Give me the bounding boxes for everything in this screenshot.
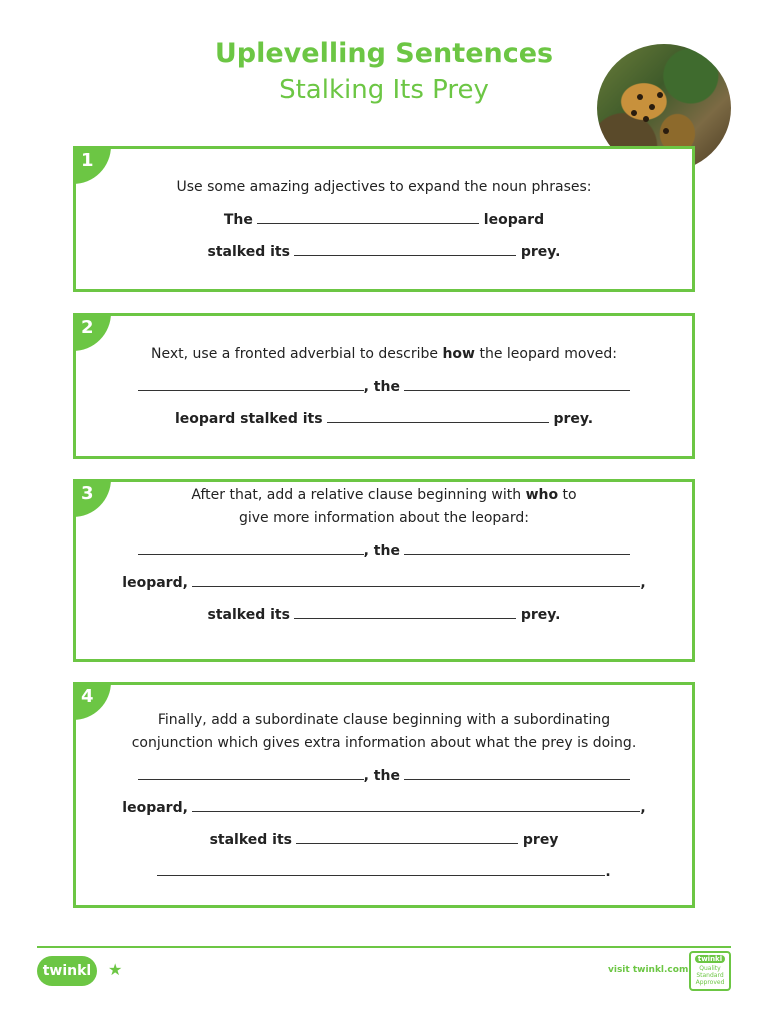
answer-blank[interactable] <box>404 378 630 391</box>
section-3-instruction: After that, add a relative clause beginning with who to <box>191 487 577 503</box>
section-number-badge: 4 <box>73 682 111 720</box>
section-number-badge: 3 <box>73 479 111 517</box>
section-number-badge: 2 <box>73 313 111 351</box>
sentence-word: , <box>640 575 646 591</box>
sentence-word: stalked its <box>207 244 290 260</box>
section-3-panel <box>73 479 695 662</box>
page-title: Uplevelling Sentences <box>214 38 554 69</box>
answer-blank[interactable] <box>192 799 640 812</box>
answer-blank[interactable] <box>296 831 518 844</box>
section-3-instruction-line2: give more information about the leopard: <box>238 510 529 526</box>
quality-badge-icon: twinkl Quality Standard Approved <box>689 951 731 991</box>
answer-blank[interactable] <box>404 767 630 780</box>
answer-blank[interactable] <box>257 211 479 224</box>
sentence-word: , the <box>363 543 400 559</box>
answer-blank[interactable] <box>157 863 605 876</box>
sentence-word: leopard stalked its <box>174 411 323 427</box>
sentence-word: , the <box>363 379 400 395</box>
section-1-instruction: Use some amazing adjectives to expand the noun phrases: <box>176 179 592 195</box>
sentence-word: stalked its <box>209 832 292 848</box>
answer-blank[interactable] <box>138 542 364 555</box>
sentence-word: prey <box>522 832 559 848</box>
twinkl-logo[interactable]: twinkl <box>37 956 97 986</box>
answer-blank[interactable] <box>327 410 549 423</box>
sentence-word: prey. <box>520 244 561 260</box>
section-4-panel <box>73 682 695 908</box>
answer-blank[interactable] <box>294 606 516 619</box>
answer-blank[interactable] <box>192 574 640 587</box>
sentence-word: leopard <box>483 212 545 228</box>
answer-blank[interactable] <box>404 542 630 555</box>
sentence-word: The <box>223 212 253 228</box>
section-number-badge: 1 <box>73 146 111 184</box>
sentence-word: prey. <box>553 411 594 427</box>
sentence-word: , the <box>363 768 400 784</box>
star-icon: ★ <box>108 960 123 979</box>
page-subtitle: Stalking Its Prey <box>279 75 489 105</box>
sentence-word: stalked its <box>207 607 290 623</box>
footer-divider <box>37 946 731 948</box>
section-1-panel <box>73 146 695 292</box>
answer-blank[interactable] <box>138 378 364 391</box>
section-4-instruction: Finally, add a subordinate clause beginning with a subordinating <box>157 712 611 728</box>
section-2-panel <box>73 313 695 459</box>
section-2-instruction: Next, use a fronted adverbial to describe how the leopard moved: <box>151 346 617 362</box>
visit-link[interactable]: visit twinkl.com <box>608 965 689 975</box>
answer-blank[interactable] <box>138 767 364 780</box>
sentence-word: leopard, <box>122 575 188 591</box>
sentence-word: leopard, <box>122 800 188 816</box>
answer-blank[interactable] <box>294 243 516 256</box>
sentence-word: . <box>605 864 611 880</box>
sentence-word: , <box>640 800 646 816</box>
section-4-instruction-line2: conjunction which gives extra information about what the prey is doing. <box>131 735 637 751</box>
sentence-word: prey. <box>520 607 561 623</box>
